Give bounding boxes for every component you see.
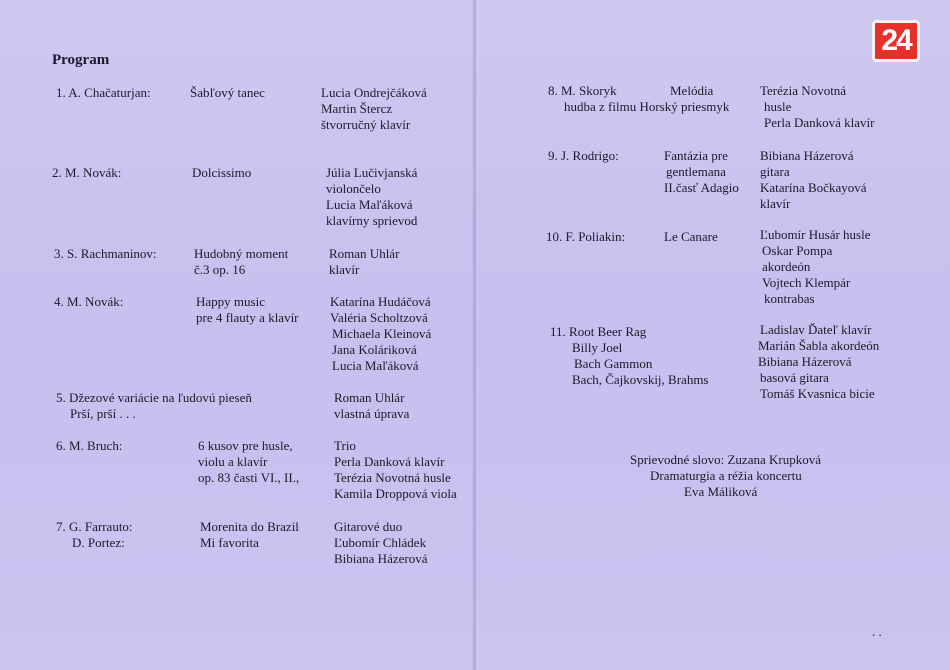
item-11-composer: Bach, Čajkovskij, Brahms [572,372,709,387]
item-6-composer: 6. M. Bruch: [56,438,123,453]
item-9-performer: Katarína Bočkayová [760,180,867,195]
item-7-performer: Ľubomír Chládek [334,535,427,550]
item-3-performer: Roman Uhlár [329,246,400,261]
page-fold [472,0,478,670]
item-8-composer: 8. M. Skoryk [548,83,617,98]
item-3-composer: 3. S. Rachmaninov: [54,246,157,261]
item-10-performer: Oskar Pompa [762,243,833,258]
item-5-performer: Roman Uhlár [334,390,405,405]
item-3-piece: Hudobný moment [194,246,289,261]
credits-line: Sprievodné slovo: Zuzana Krupková [630,452,821,467]
item-6-performer: Perla Danková klavír [334,454,445,469]
item-3-piece: č.3 op. 16 [194,262,246,277]
item-10-performer: akordeón [762,259,811,274]
item-7-piece: Mi favorita [200,535,259,550]
item-4-performer: Valéria Scholtzová [330,310,428,325]
item-2-performer: Lucia Maľáková [326,197,413,212]
item-9-piece: gentlemana [666,164,726,179]
item-1-composer: 1. A. Chačaturjan: [56,85,151,100]
item-9-piece: II.časť Adagio [664,180,739,195]
item-4-performer: Lucia Maľáková [332,358,419,373]
item-1-piece: Šabľový tanec [190,85,265,100]
item-7-piece: Morenita do Brazil [200,519,299,534]
item-4-piece: pre 4 flauty a klavír [196,310,299,325]
item-8-piece: Melódia [670,83,714,98]
item-11-composer: 11. Root Beer Rag [550,324,647,339]
credits-line: Eva Máliková [684,484,758,499]
item-11-composer: Bach Gammon [574,356,653,371]
item-6-piece: violu a klavír [198,454,268,469]
credits-line: Dramaturgia a réžia koncertu [650,468,802,483]
item-4-performer: Michaela Kleinová [332,326,432,341]
item-10-composer: 10. F. Poliakin: [546,229,626,244]
item-9-performer: gitara [760,164,790,179]
item-2-piece: Dolcissimo [192,165,252,180]
item-2-performer: klavírny sprievod [326,213,418,228]
item-5-composer: Prší, prší . . . [70,406,136,421]
item-7-performer: Gitarové duo [334,519,403,534]
logo-24-icon: 24 [872,20,920,62]
item-10-performer: Ľubomír Husár husle [760,227,871,242]
item-2-performer: Júlia Lučivjanská [326,165,418,180]
item-4-piece: Happy music [196,294,265,309]
item-8-performer: husle [764,99,792,114]
item-11-performer: Ladislav Ďateľ klavír [760,322,872,337]
item-11-performer: basová gitara [760,370,829,385]
item-6-performer: Terézia Novotná husle [334,470,451,485]
program-heading: Program [52,52,110,68]
item-6-piece: op. 83 časti VI., II., [198,470,300,485]
item-3-performer: klavír [329,262,360,277]
item-11-performer: Bibiana Házerová [758,354,852,369]
item-7-composer: D. Portez: [72,535,125,550]
item-1-performer: Martin Štercz [321,101,393,116]
item-8-subtitle: hudba z filmu Horský priesmyk [564,99,730,114]
item-5-performer: vlastná úprava [334,406,410,421]
item-2-performer: violončelo [326,181,381,196]
item-6-piece: 6 kusov pre husle, [198,438,293,453]
item-9-piece: Fantázia pre [664,148,728,163]
item-10-performer: Vojtech Klempár [762,275,851,290]
item-4-composer: 4. M. Novák: [54,294,124,309]
footer-dots: . . [872,624,882,639]
item-1-performer: Lucia Ondrejčáková [321,85,427,100]
item-7-composer: 7. G. Farrauto: [56,519,133,534]
item-11-composer: Billy Joel [572,340,623,355]
item-6-performer: Kamila Droppová viola [334,486,457,501]
item-8-performer: Terézia Novotná [760,83,847,98]
item-2-composer: 2. M. Novák: [52,165,122,180]
item-1-performer: štvorručný klavír [321,117,411,132]
item-10-piece: Le Canare [664,229,718,244]
item-9-performer: Bibiana Házerová [760,148,854,163]
item-7-performer: Bibiana Házerová [334,551,428,566]
item-5-composer: 5. Džezové variácie na ľudovú pieseň [56,390,252,405]
item-4-performer: Katarína Hudáčová [330,294,431,309]
item-10-performer: kontrabas [764,291,815,306]
item-11-performer: Tomáš Kvasnica bicie [760,386,875,401]
item-6-performer: Trio [334,438,356,453]
item-9-composer: 9. J. Rodrigo: [548,148,619,163]
item-9-performer: klavír [760,196,791,211]
item-4-performer: Jana Koláriková [332,342,417,357]
item-11-performer: Marián Šabla akordeón [758,338,880,353]
item-8-performer: Perla Danková klavír [764,115,875,130]
